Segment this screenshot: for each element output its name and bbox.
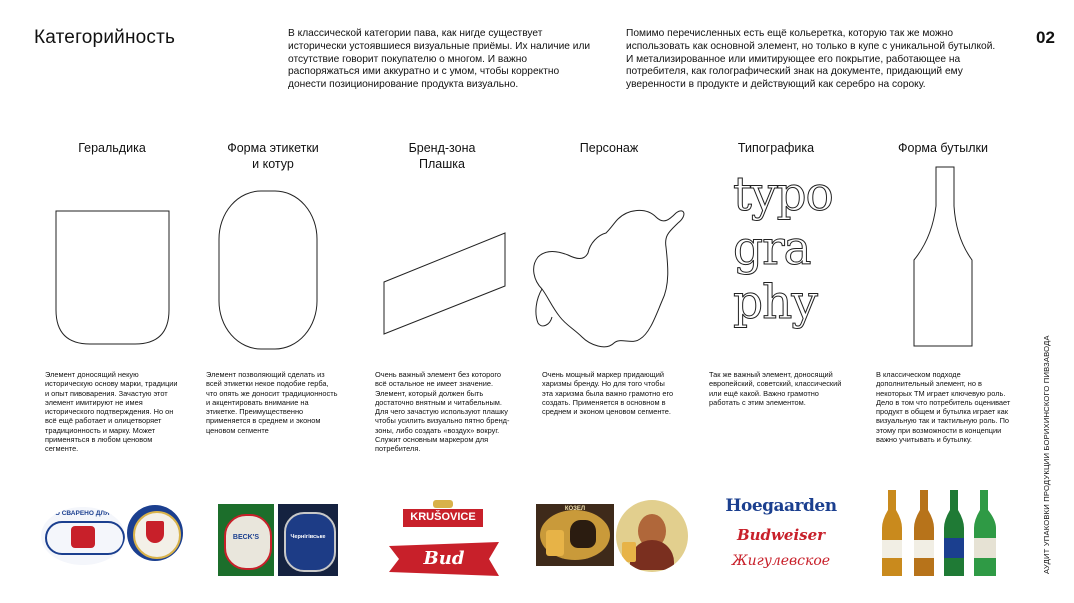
label-example-chernihivske [278,504,338,576]
oval-label-outline-icon [218,190,318,350]
category-character [534,0,684,603]
brand-example-krusovice [403,500,483,540]
category-title: Форма бутылки [897,141,988,155]
category-description: Так же важный элемент, доносящий европейский, советский, классический или ещё какой. Важно грамотно работать с этим элементом. [709,370,842,407]
example-label: ПИВО СВАРЕНО ДЛЯ ВАС [41,510,125,517]
side-label: АУДИТ УПАКОВКИ ПРОДУКЦИИ БОРИХИНСКОГО ПИВЗАВОДА [1042,335,1051,574]
typography-example-budweiser: Budweiser [736,526,826,544]
example-label: Чернігівське [290,534,326,540]
page-title: Категорийность [34,27,176,48]
typography-example-zhigulevskoe: Жигулевское [731,553,831,569]
parallelogram-plate-icon [383,232,507,336]
example-label: КОЗЕЛ [564,506,586,512]
typography-art-line: gra [733,221,811,276]
category-typography [701,0,851,603]
heraldry-example-badge-1 [41,507,125,565]
bottle-examples [878,488,1000,578]
category-title: Типографика [737,141,815,155]
category-description: Элемент позволяющий сделать из всей этикетки некое подобие герба, что опять же доносит традиционность и акцентировать внимание на этикетке. Преимущественно применяется в среднем и эконом ценовом сегменте [206,370,338,435]
typography-art-line: phy [733,275,817,330]
category-title: Бренд-зона Плашка [408,141,476,171]
category-label-shape [198,0,348,603]
goat-character-outline-icon [528,205,693,355]
typography-art [733,168,843,330]
intro-text-right: Помимо перечисленных есть ещё кольеретка, которую так же можно использовать как основной элемент, но только в купе с уникальной бутылкой. И метализированное или имитирующее его покрытие, работающее на потребителя, как голографический знак на документе, придающий ему уверенности в продукте и действующий как серебро на сороку. [626,28,996,91]
category-description: Очень важный элемент без которого всё остальное не имеет значение. Элемент, который должен быть достаточно внятным и читабельным. Для чего зачастую используют плашку чтобы усилить визуально пятно бренд-зоны, либо создать «воздух» вокруг. Служит основным маркером для потребителя. [375,370,510,454]
category-description: Элемент доносящий некую историческую основу марки, традиции и опыт пивоварения. Зачастую этот элемент имитируют не имея исторического подтверждения. Но он всё ещё работает и олицетворяет традиционность и марку. Может применяться в любом ценовом сегменте. [45,370,178,454]
character-example-monk [616,500,688,572]
category-title: Геральдика [78,141,146,155]
typography-example-hoegaarden: Hoegaarden [725,496,837,516]
brand-example-bud [389,542,499,576]
example-label: KRUŠOVICE [410,511,476,523]
bottle-outline-icon [910,166,980,348]
category-title: Персонаж [579,141,639,155]
example-label: BECK'S [232,534,260,541]
intro-text-left: В классической категории пава, как нигде существует исторически устоявшиеся визуальные приёмы. Их наличие или отсутствие говорит покупателю о многом. И важно распоряжаться ими аккуратно и с умом, чтобы корректно донести позиционирование продукта визуально. [288,28,591,91]
heraldry-example-badge-2 [127,505,183,561]
page-number: 02 [1036,28,1055,47]
label-example-becks [218,504,274,576]
example-label: Bud [423,548,465,569]
category-description: Очень мощный маркер придающий харизмы бренду. Но для того чтобы эта харизма была важно грамотно его создать. Применяется в основном в среднем и эконом ценовом сегменте. [542,370,674,417]
shield-outline-icon [55,210,171,346]
bottle-group-icon [878,488,1000,578]
category-brand-zone [367,0,517,603]
category-description: В классическом подходе дополнительный элемент, но в некоторых ТМ играет ключевую роль. Дело в том что потребитель оценивает продукт в общем и бутылка играет как визуальную так и тактильную роль. По этому при возможности в концепции важно учитывать и бутылку. [876,370,1011,445]
category-title: Форма этикетки и котур [227,141,319,171]
category-heraldry [37,0,187,603]
character-example-kozel [536,504,614,566]
typography-art-line: typo [733,167,833,222]
category-bottle-shape [868,0,1018,603]
